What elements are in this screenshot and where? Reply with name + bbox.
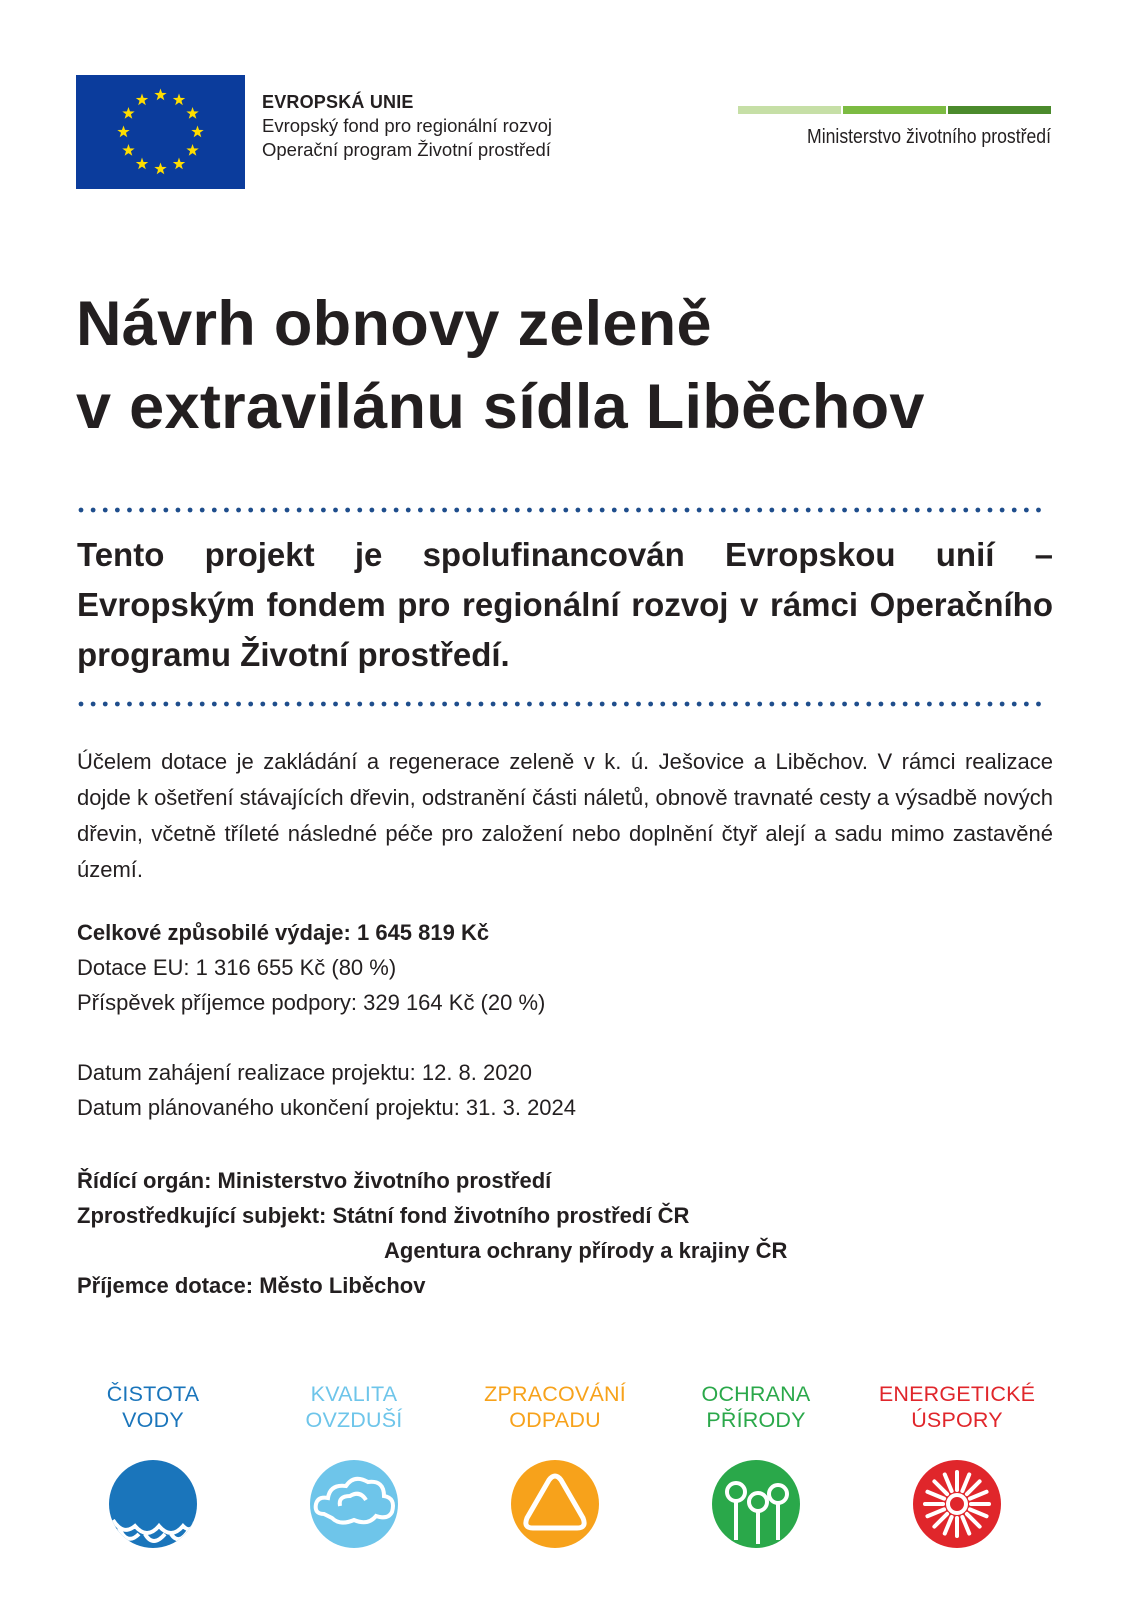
funding-statement: Tento projekt je spolufinancován Evropskou unií – Evropským fondem pro regionální rozvoj v rámci Operačního programu Životní prostředí.	[77, 536, 1053, 673]
page-title	[76, 283, 925, 449]
end-date: Datum plánovaného ukončení projektu: 31. 3. 2024	[77, 1095, 577, 1120]
category-label: ODPADU	[509, 1408, 601, 1432]
category-label: ENERGETICKÉ	[878, 1382, 1036, 1406]
project-dates	[77, 1055, 576, 1125]
eu-title: EVROPSKÁ UNIE	[262, 92, 414, 112]
category-air	[269, 1381, 439, 1548]
category-label: OCHRANA	[701, 1382, 811, 1406]
organisations	[77, 1163, 787, 1303]
eu-stars-icon	[76, 75, 245, 189]
eu-star-icon	[154, 163, 166, 175]
ministry-logo-bars	[738, 106, 1051, 114]
eu-star-icon	[186, 144, 198, 156]
water-icon	[109, 1460, 197, 1548]
dotted-divider-bottom	[78, 701, 1053, 707]
cloud-icon	[310, 1460, 398, 1548]
eu-subsidy: Dotace EU: 1 316 655 Kč (80 %)	[77, 955, 397, 980]
eu-star-icon	[122, 107, 134, 119]
ministry-name: Ministerstvo životního prostředí	[807, 125, 1051, 148]
eu-star-icon	[136, 158, 148, 170]
recycle-triangle-icon	[511, 1460, 599, 1548]
eu-star-icon	[154, 89, 166, 101]
total-costs: Celkové způsobilé výdaje: 1 645 819 Kč	[77, 920, 490, 945]
eu-star-icon	[122, 144, 134, 156]
subsidy-recipient: Příjemce dotace: Město Liběchov	[77, 1273, 426, 1298]
eu-star-icon	[186, 107, 198, 119]
dotted-divider-top	[78, 507, 1053, 513]
category-label: OVZDUŠÍ	[305, 1408, 403, 1432]
category-water	[68, 1381, 238, 1548]
start-date: Datum zahájení realizace projektu: 12. 8. 2020	[77, 1060, 532, 1085]
recipient-contribution: Příspěvek příjemce podpory: 329 164 Kč (20 %)	[77, 990, 546, 1015]
trees-icon	[712, 1460, 800, 1548]
ministry-bar-dark	[948, 106, 1051, 114]
category-nature	[671, 1381, 841, 1548]
title-line-1: Návrh obnovy zeleně	[76, 289, 712, 359]
category-label: ČISTOTA	[106, 1382, 200, 1406]
eu-star-icon	[191, 126, 203, 138]
intermediate-body: Zprostředkující subjekt: Státní fond životního prostředí ČR	[77, 1203, 690, 1228]
eu-programme: Operační program Životní prostředí	[262, 139, 551, 160]
ministry-bar-light	[738, 106, 841, 114]
category-label: ÚSPORY	[911, 1408, 1003, 1432]
eu-star-icon	[117, 126, 129, 138]
project-description: Účelem dotace je zakládání a regenerace zeleně v k. ú. Ješovice a Liběchov. V rámci realizace dojde k ošetření stávajících dřevin, odstranění části náletů, obnově travnaté cesty a výsadbě nových dřevin, včetně tříleté následné péče pro založení nebo doplnění čtyř alejí a sadu mimo zastavěné území.	[77, 749, 1053, 882]
category-label: PŘÍRODY	[706, 1408, 806, 1432]
eu-text-block	[262, 90, 552, 162]
sun-icon	[913, 1460, 1001, 1548]
eu-flag-logo	[76, 75, 245, 189]
eu-star-icon	[173, 158, 185, 170]
ministry-bar-medium	[843, 106, 946, 114]
category-label: KVALITA	[310, 1382, 398, 1406]
intermediate-body-2: Agentura ochrany přírody a krajiny ČR	[384, 1238, 788, 1263]
category-label: ZPRACOVÁNÍ	[484, 1382, 626, 1406]
cost-summary	[77, 915, 545, 1020]
category-label: VODY	[122, 1408, 184, 1432]
category-energy	[872, 1381, 1042, 1548]
title-line-2: v extravilánu sídla Liběchov	[76, 372, 925, 442]
eu-star-icon	[173, 93, 185, 105]
eu-star-icon	[136, 93, 148, 105]
category-waste	[470, 1381, 640, 1548]
managing-authority: Řídící orgán: Ministerstvo životního prostředí	[77, 1168, 552, 1193]
eu-fund: Evropský fond pro regionální rozvoj	[262, 115, 552, 136]
